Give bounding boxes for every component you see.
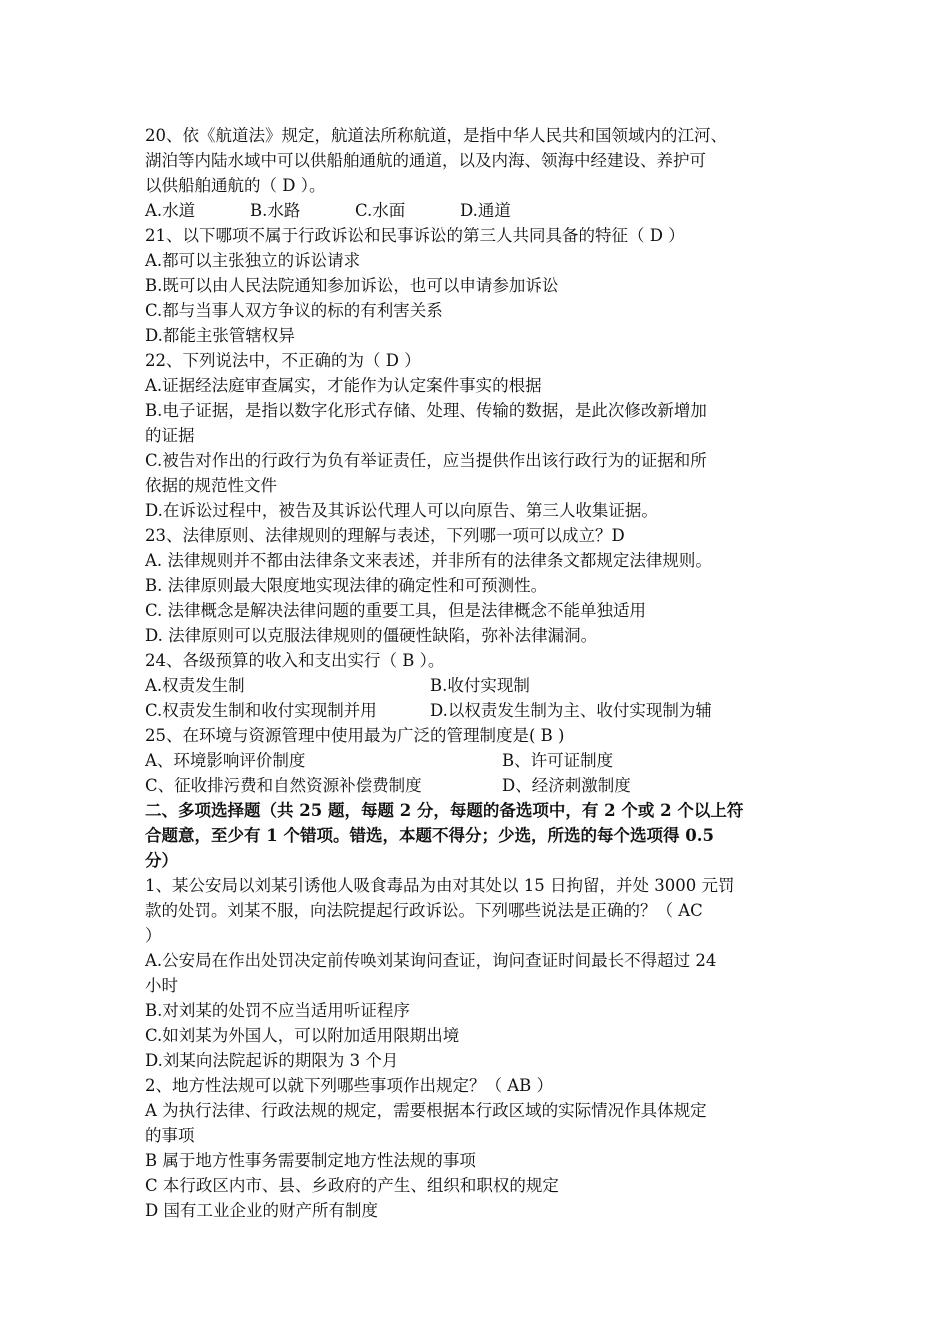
question-23-option-a: A. 法律规则并不都由法律条文来表述，并非所有的法律条文都规定法律规则。: [145, 551, 712, 570]
question-23-option-c: C. 法律概念是解决法律问题的重要工具，但是法律概念不能单独适用: [145, 601, 647, 620]
question-21: 21、以下哪项不属于行政诉讼和民事诉讼的第三人共同具备的特征（ D ）: [145, 226, 685, 245]
question-21-option-d: D.都能主张管辖权异: [145, 326, 295, 345]
section-2-heading-line-2: 合题意，至少有 1 个错项。错选，本题不得分；少选，所选的每个选项得 0.5: [145, 826, 714, 845]
mc-question-2-option-d: D 国有工业企业的财产所有制度: [145, 1201, 378, 1220]
mc-question-2: 2、地方性法规可以就下列哪些事项作出规定？（ AB ）: [145, 1076, 554, 1095]
mc-question-1-line-2: 款的处罚。刘某不服，向法院提起行政诉讼。下列哪些说法是正确的？（ AC: [145, 901, 703, 920]
question-21-option-b: B.既可以由人民法院通知参加诉讼，也可以申请参加诉讼: [145, 276, 559, 295]
question-24: 24、各级预算的收入和支出实行（ B ）。: [145, 651, 445, 670]
option-a: A.水道: [145, 201, 196, 220]
mc-question-1-line-1: 1、某公安局以刘某引诱他人吸食毒品为由对其处以 15 日拘留，并处 3000 元罚: [145, 876, 735, 895]
question-22-option-a: A.证据经法庭审查属实，才能作为认定案件事实的根据: [145, 376, 542, 395]
document-page: [145, 123, 815, 1223]
question-23-option-d: D. 法律原则可以克服法律规则的僵硬性缺陷，弥补法律漏洞。: [145, 626, 598, 645]
option-d: D、经济刺激制度: [502, 776, 631, 795]
mc-question-1-option-a-line-2: 小时: [145, 976, 178, 995]
question-24-options-row-1: [145, 673, 815, 698]
question-25-options-row-2: [145, 773, 815, 798]
question-20-options: [145, 198, 815, 223]
question-23: 23、法律原则、法律规则的理解与表述，下列哪一项可以成立？D: [145, 526, 625, 545]
option-c: C.水面: [355, 201, 406, 220]
option-b: B.收付实现制: [430, 676, 530, 695]
mc-question-2-option-c: C 本行政区内市、县、乡政府的产生、组织和职权的规定: [145, 1176, 559, 1195]
section-2-heading-line-1: 二、多项选择题（共 25 题，每题 2 分，每题的备选项中，有 2 个或 2 个以上符: [145, 801, 744, 820]
mc-question-1-line-3: ）: [145, 926, 162, 945]
question-20-line-3: 以供船舶通航的（ D ）。: [145, 176, 326, 195]
mc-question-1-option-a-line-1: A.公安局在作出处罚决定前传唤刘某询问查证，询问查证时间最长不得超过 24: [145, 951, 717, 970]
mc-question-2-option-b: B 属于地方性事务需要制定地方性法规的事项: [145, 1151, 476, 1170]
option-a: A、环境影响评价制度: [145, 751, 306, 770]
section-2-heading-line-3: 分）: [145, 851, 178, 870]
option-d: D.以权责发生制为主、收付实现制为辅: [430, 701, 712, 720]
question-21-option-c: C.都与当事人双方争议的标的有利害关系: [145, 301, 443, 320]
mc-question-1-option-c: C.如刘某为外国人，可以附加适用限期出境: [145, 1026, 460, 1045]
mc-question-2-option-a-line-2: 的事项: [145, 1126, 195, 1145]
question-20-line-1: 20、依《航道法》规定，航道法所称航道，是指中华人民共和国领域内的江河、: [145, 126, 727, 145]
mc-question-2-option-a-line-1: A 为执行法律、行政法规的规定，需要根据本行政区域的实际情况作具体规定: [145, 1101, 707, 1120]
option-c: C.权责发生制和收付实现制并用: [145, 701, 377, 720]
question-25: 25、在环境与资源管理中使用最为广泛的管理制度是( B ): [145, 726, 565, 745]
question-20-line-2: 湖泊等内陆水域中可以供船舶通航的通道，以及内海、领海中经建设、养护可: [145, 151, 706, 170]
question-22-option-b-line-1: B.电子证据，是指以数字化形式存储、处理、传输的数据，是此次修改新增加: [145, 401, 707, 420]
option-c: C、征收排污费和自然资源补偿费制度: [145, 776, 422, 795]
question-21-option-a: A.都可以主张独立的诉讼请求: [145, 251, 361, 270]
option-d: D.通道: [460, 201, 511, 220]
option-b: B.水路: [250, 201, 301, 220]
question-23-option-b: B. 法律原则最大限度地实现法律的确定性和可预测性。: [145, 576, 548, 595]
question-22-option-c-line-2: 依据的规范性文件: [145, 476, 277, 495]
question-24-options-row-2: [145, 698, 815, 723]
mc-question-1-option-d: D.刘某向法院起诉的期限为 3 个月: [145, 1051, 399, 1070]
option-b: B、许可证制度: [502, 751, 614, 770]
question-22-option-d: D.在诉讼过程中，被告及其诉讼代理人可以向原告、第三人收集证据。: [145, 501, 658, 520]
mc-question-1-option-b: B.对刘某的处罚不应当适用听证程序: [145, 1001, 410, 1020]
question-22-option-c-line-1: C.被告对作出的行政行为负有举证责任，应当提供作出该行政行为的证据和所: [145, 451, 707, 470]
option-a: A.权责发生制: [145, 676, 245, 695]
question-22: 22、下列说法中，不正确的为（ D ）: [145, 351, 421, 370]
question-25-options-row-1: [145, 748, 815, 773]
question-22-option-b-line-2: 的证据: [145, 426, 195, 445]
